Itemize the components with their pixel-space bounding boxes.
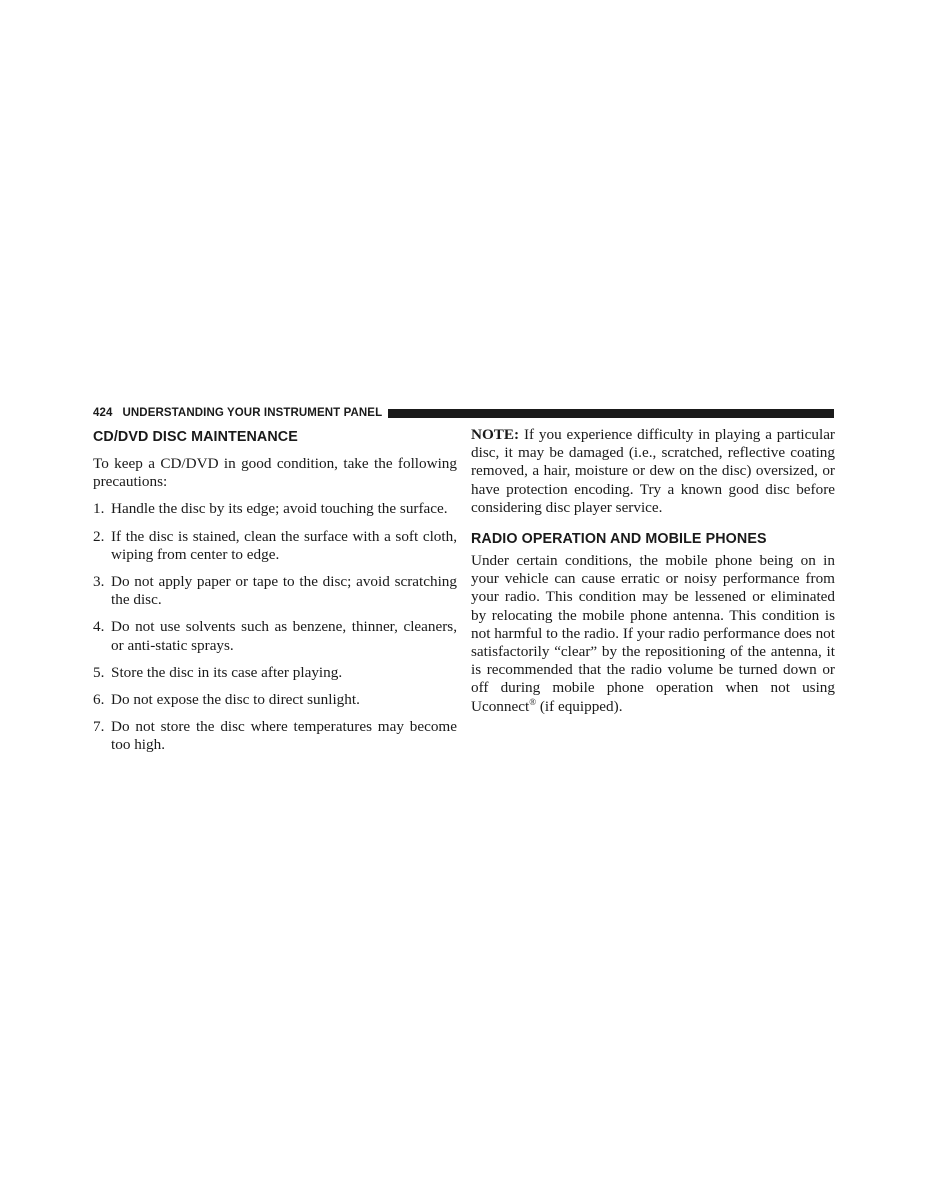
list-item-number: 5. bbox=[93, 663, 105, 681]
page-header bbox=[93, 405, 834, 421]
list-item bbox=[93, 718, 457, 754]
list-item bbox=[93, 691, 457, 709]
radio-body-text-end: (if equipped). bbox=[536, 697, 623, 715]
precautions-list bbox=[93, 500, 457, 754]
list-item bbox=[93, 664, 457, 682]
note-label: NOTE: bbox=[471, 426, 520, 443]
disc-note bbox=[471, 426, 835, 517]
list-item-text: Do not apply paper or tape to the disc; avoid scratching the disc. bbox=[111, 573, 457, 609]
list-item-text: Do not store the disc where temperatures may become too high. bbox=[111, 718, 457, 754]
left-column bbox=[93, 426, 457, 764]
list-item bbox=[93, 500, 457, 518]
list-item-number: 1. bbox=[93, 500, 105, 518]
list-item-number: 6. bbox=[93, 691, 105, 709]
list-item bbox=[93, 528, 457, 564]
page-number: 424 bbox=[93, 407, 113, 419]
disc-maintenance-intro: To keep a CD/DVD in good condition, take the following precautions: bbox=[93, 455, 457, 491]
note-text: If you experience difficulty in playing a particular disc, it may be damaged (i.e., scratched, reflective coating removed, a hair, moisture or dew on the disc) oversized, or have protection encoding. Try a known good disc before considering disc player service. bbox=[471, 426, 835, 516]
list-item-number: 3. bbox=[93, 573, 105, 591]
radio-mobile-heading: RADIO OPERATION AND MOBILE PHONES bbox=[471, 531, 767, 548]
registered-mark: ® bbox=[529, 696, 537, 707]
right-column bbox=[471, 426, 835, 716]
list-item-text: Handle the disc by its edge; avoid touching the surface. bbox=[111, 500, 448, 518]
list-item bbox=[93, 573, 457, 609]
list-item-text: Do not expose the disc to direct sunlight. bbox=[111, 691, 360, 709]
running-section-title: UNDERSTANDING YOUR INSTRUMENT PANEL bbox=[122, 407, 383, 419]
disc-maintenance-heading: CD/DVD DISC MAINTENANCE bbox=[93, 429, 298, 445]
list-item-number: 4. bbox=[93, 618, 105, 636]
list-item-number: 7. bbox=[93, 718, 105, 736]
list-item bbox=[93, 618, 457, 654]
list-item-number: 2. bbox=[93, 527, 105, 545]
header-rule bbox=[388, 409, 834, 418]
radio-mobile-body bbox=[471, 552, 835, 716]
list-item-text: If the disc is stained, clean the surface with a soft cloth, wiping from center to edge. bbox=[111, 527, 457, 563]
list-item-text: Store the disc in its case after playing. bbox=[111, 663, 343, 681]
radio-body-text: Under certain conditions, the mobile phone being on in your vehicle can cause erratic or noisy performance from your radio. This condition may be lessened or eliminated by relocating the mobile phone antenna. This condition is not harmful to the radio. If your radio performance does not satisfactorily “clear” by the repositioning of the antenna, it is recommended that the radio volume be turned down or off during mobile phone operation when not using Uconnect bbox=[471, 552, 835, 715]
list-item-text: Do not use solvents such as benzene, thinner, cleaners, or anti-static sprays. bbox=[111, 618, 457, 654]
